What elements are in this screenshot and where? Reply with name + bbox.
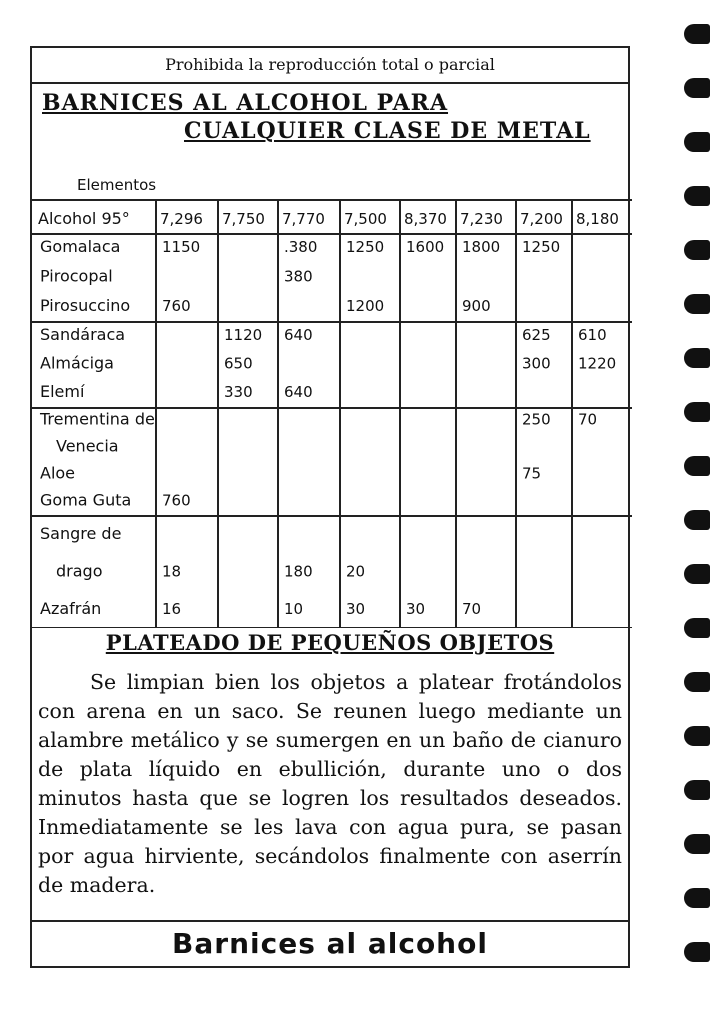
row-label: Aloe xyxy=(40,463,76,483)
row-label: Trementina de xyxy=(40,409,155,429)
page-card xyxy=(30,46,630,968)
plateado-text: Se limpian bien los objetos a platear frotándolos con arena en un saco. Se reunen luego mediante un alambre metálico y se sumergen en un baño de cianuro de plata líquido en ebullición, durante uno o dos minutos hasta que se logren los resultados deseados. Inmediatamente se les lava con agua pura, se pasan por agua hirviente, secándolos finalmente con aserrín de madera. xyxy=(38,670,622,897)
alcohol-label: Alcohol 95° xyxy=(38,209,130,228)
cell-value: 640 xyxy=(284,325,313,344)
binding-ring xyxy=(684,834,710,854)
cell-value: 330 xyxy=(224,383,253,402)
cell-value: 650 xyxy=(224,354,253,373)
row-label: drago xyxy=(56,561,103,581)
row-label: Almáciga xyxy=(40,353,114,373)
row-label: Gomalaca xyxy=(40,237,121,257)
alcohol-value: 7,500 xyxy=(344,210,387,228)
binding-ring xyxy=(684,942,710,962)
alcohol-value: 7,230 xyxy=(460,210,503,228)
cell-value: 1250 xyxy=(346,238,385,257)
row-label: Elemí xyxy=(40,382,85,402)
alcohol-value: 8,370 xyxy=(404,210,447,228)
ingredients-table xyxy=(32,48,632,628)
row-label: Azafrán xyxy=(40,598,102,618)
alcohol-value: 7,296 xyxy=(160,210,203,228)
binding-ring xyxy=(684,24,710,44)
cell-value: 10 xyxy=(284,599,304,618)
cell-value: 300 xyxy=(522,354,551,373)
cell-value: 1120 xyxy=(224,325,263,344)
cell-value: 640 xyxy=(284,383,313,402)
binding-ring xyxy=(684,618,710,638)
row-label: Goma Guta xyxy=(40,490,132,510)
cell-value: 1150 xyxy=(162,238,201,257)
plateado-title: PLATEADO DE PEQUEÑOS OBJETOS xyxy=(105,630,555,655)
cell-value: 1200 xyxy=(346,296,385,315)
binding-ring xyxy=(684,726,710,746)
title-line-1: BARNICES AL ALCOHOL PARA xyxy=(42,90,449,116)
binding-ring xyxy=(684,348,710,368)
alcohol-value: 7,750 xyxy=(222,210,265,228)
cell-value: 900 xyxy=(462,296,491,315)
binding-ring xyxy=(684,888,710,908)
cell-value: 75 xyxy=(522,464,542,483)
row-label: Pirosuccino xyxy=(40,295,131,315)
cell-value: 1600 xyxy=(406,238,445,257)
binding-ring xyxy=(684,240,710,260)
cell-value: 180 xyxy=(284,562,313,581)
elementos-label: Elementos xyxy=(77,176,157,194)
copyright-notice: Prohibida la reproducción total o parcial xyxy=(32,48,628,84)
cell-value: 18 xyxy=(162,562,182,581)
binding-ring xyxy=(684,510,710,530)
cell-value: 30 xyxy=(346,599,366,618)
cell-value: 380 xyxy=(284,267,313,286)
alcohol-value: 8,180 xyxy=(576,210,619,228)
cell-value: 20 xyxy=(346,562,366,581)
cell-value: 760 xyxy=(162,491,191,510)
row-label: Sangre de xyxy=(40,524,122,544)
binding-ring xyxy=(684,132,710,152)
row-label: Venecia xyxy=(56,436,119,456)
binding-ring xyxy=(684,294,710,314)
alcohol-value: 7,770 xyxy=(282,210,325,228)
binding-ring xyxy=(684,456,710,476)
cell-value: 70 xyxy=(578,410,598,429)
footer-title: Barnices al alcohol xyxy=(32,920,628,966)
binding-ring xyxy=(684,402,710,422)
cell-value: 625 xyxy=(522,325,551,344)
row-label: Sandáraca xyxy=(40,324,126,344)
cell-value: 1220 xyxy=(578,354,617,373)
binding-ring xyxy=(684,780,710,800)
title-line-2: CUALQUIER CLASE DE METAL xyxy=(184,118,591,144)
binding-ring xyxy=(684,186,710,206)
cell-value: 70 xyxy=(462,599,482,618)
row-label: Pirocopal xyxy=(40,266,113,286)
cell-value: .380 xyxy=(284,238,318,257)
cell-value: 610 xyxy=(578,325,607,344)
spiral-binding xyxy=(680,20,710,1000)
cell-value: 1800 xyxy=(462,238,501,257)
binding-ring xyxy=(684,672,710,692)
cell-value: 250 xyxy=(522,410,551,429)
cell-value: 16 xyxy=(162,599,182,618)
cell-value: 30 xyxy=(406,599,426,618)
binding-ring xyxy=(684,78,710,98)
binding-ring xyxy=(684,564,710,584)
cell-value: 1250 xyxy=(522,238,561,257)
alcohol-value: 7,200 xyxy=(520,210,563,228)
cell-value: 760 xyxy=(162,296,191,315)
